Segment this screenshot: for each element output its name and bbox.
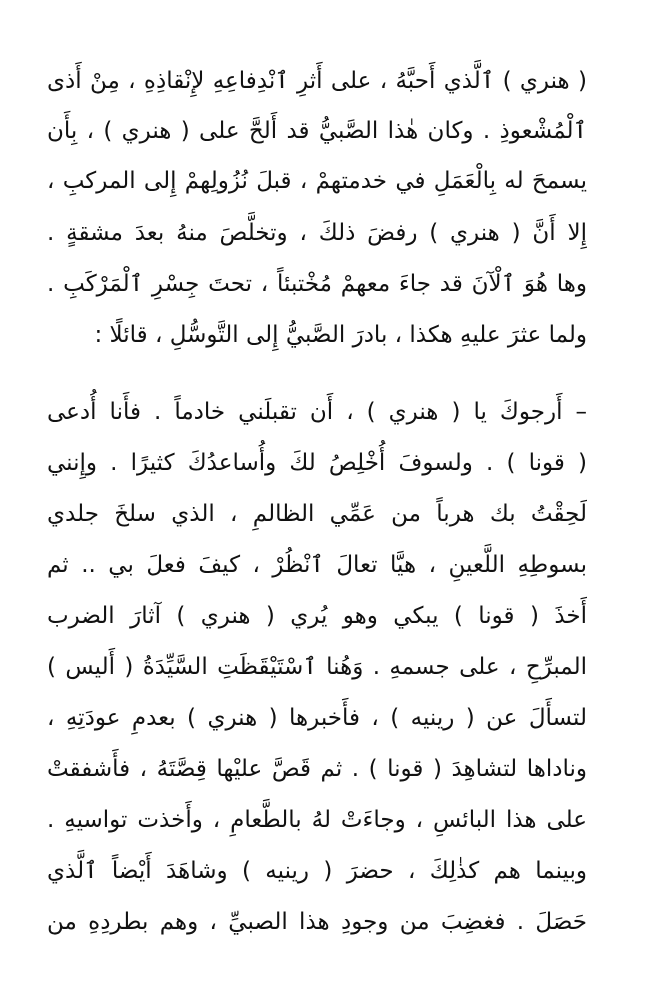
text-line: وناداها لتشاهِدَ ( قونا ) . ثم قَصَّ عليْها قِصَّتَهُ ، فأَشفقتْ	[47, 756, 587, 782]
text-line: إِلا أَنَّ ( هنري ) رفضَ ذلكَ ، وتخلَّصَ منهُ بعدَ مشقةٍ .	[47, 220, 587, 246]
text-line: – أَرجوكَ يا ( هنري ) ، أَن تقبلَني خادماً . فأَنا أُدعى	[47, 399, 587, 425]
text-line: بسوطِهِ اللَّعينِ ، هيَّا تعالَ ٱنْظُرْ ، كيفَ فعلَ بي .. ثم	[47, 552, 587, 578]
text-line: حَصَلَ . فغضِبَ من وجودِ هذا الصبيِّ ، وهم بطردِهِ من	[47, 909, 587, 935]
text-line: ولما عثرَ عليهِ هكذا ، بادرَ الصَّبيُّ إِلى التَّوسُّلِ ، قائلًا :	[94, 322, 587, 348]
text-line: المبرِّحِ ، على جسمهِ . وَهُنا ٱسْتَيْقَظَتِ السَّيِّدَةُ ( أَليس )	[47, 654, 587, 680]
text-line: على هذا البائسِ ، وجاءَتْ لهُ بالطَّعامِ ، وأَخذت تواسيهِ .	[47, 807, 587, 833]
text-line: وها هُوَ ٱلْآنَ قد جاءَ معهمْ مُخْتبئاً ، تحتَ جِسْرِ ٱلْمَرْكَبِ .	[47, 271, 587, 297]
text-line: أَخذَ ( قونا ) يبكي وهو يُري ( هنري ) آثارَ الضرب	[47, 603, 587, 629]
text-line: لتسأَلَ عن ( رينيه ) ، فأَخبرها ( هنري ) بعدمِ عودَتِهِ ،	[47, 705, 587, 731]
text-line: لَحِقْتُ بك هرباً من عَمِّي الظالمِ ، الذي سلخَ جلدي	[47, 501, 587, 527]
text-line: ٱلْمُشْعوذِ . وكان هٰذا الصَّبيُّ قد أَلحَّ على ( هنري ) ، بِأَن	[47, 118, 587, 144]
text-line: يسمحَ له بِالْعَمَلِ في خدمتهمْ ، قبلَ نُزُولِهمْ إِلى المركبِ ،	[47, 168, 587, 194]
text-line: ( هنري ) ٱلَّذي أَحبَّهُ ، على أَثرِ ٱنْدِفاعِهِ لإِنْقاذِهِ ، مِنْ أَذى	[47, 68, 587, 94]
text-line: ( قونا ) . ولسوفَ أُخْلِصُ لكَ وأُساعدُكَ كثيرًا . وإِنني	[47, 450, 587, 476]
text-line: وبينما هم كذٰلِكَ ، حضرَ ( رينيه ) وشاهَدَ أَيْضاً ٱلَّذي	[47, 858, 587, 884]
